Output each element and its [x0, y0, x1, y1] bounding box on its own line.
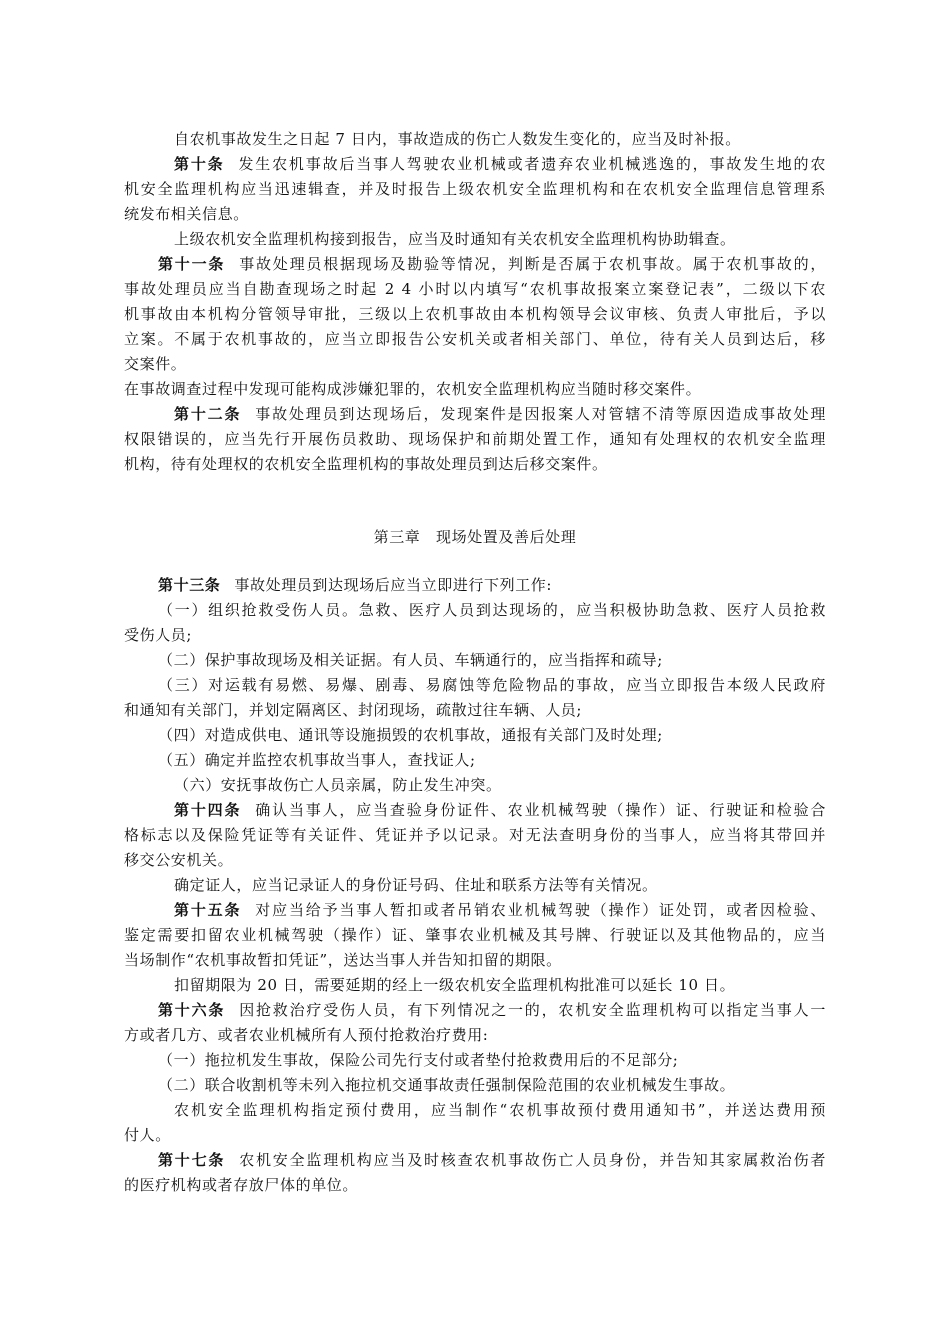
paragraph-line: 方或者几方、或者农业机械所有人预付抢救治疗费用: [124, 1026, 489, 1044]
article-number: 第十五条 [174, 901, 242, 919]
paragraph-line: 统发布相关信息。 [124, 205, 249, 223]
paragraph-line: 机构，待有处理权的农机安全监理机构的事故处理员到达后移交案件。 [124, 455, 608, 473]
list-item: （四）对造成供电、通讯等设施损毁的农机事故，通报有关部门及时处理; [158, 726, 663, 744]
paragraph-line: 在事故调查过程中发现可能构成涉嫌犯罪的，农机安全监理机构应当随时移交案件。 [124, 380, 702, 398]
article-line: 第十三条 事故处理员到达现场后应当立即进行下列工作: [158, 576, 553, 594]
article-number: 第十条 [174, 155, 225, 173]
paragraph-line: 的医疗机构或者存放尸体的单位。 [124, 1176, 359, 1194]
paragraph-line: 机事故由本机构分管领导审批，三级以上农机事故由本机构领导会议审核、负责人审批后，予以 [124, 305, 826, 323]
list-item: （六）安抚事故伤亡人员亲属，防止发生冲突。 [174, 776, 502, 794]
list-item: （一）组织抢救受伤人员。急救、医疗人员到达现场的，应当积极协助急救、医疗人员抢救 [158, 601, 826, 619]
paragraph-line: 农机安全监理机构指定预付费用，应当制作“农机事故预付费用通知书”，并送达费用预 [174, 1101, 826, 1119]
list-item: （三）对运载有易燃、易爆、剧毒、易腐蚀等危险物品的事故，应当立即报告本级人民政府 [158, 676, 826, 694]
article-line: 第十二条 事故处理员到达现场后，发现案件是因报案人对管辖不清等原因造成事故处理 [174, 405, 827, 423]
chapter-heading: 第三章 现场处置及善后处理 [373, 528, 577, 546]
list-item: （五）确定并监控农机事故当事人，查找证人; [158, 751, 476, 769]
paragraph-line: 移交公安机关。 [124, 851, 234, 869]
paragraph-line: 当场制作“农机事故暂扣凭证”，送达当事人并告知扣留的期限。 [124, 951, 562, 969]
article-line: 第十一条 事故处理员根据现场及勘验等情况，判断是否属于农机事故。属于农机事故的， [158, 255, 826, 273]
article-number: 第十六条 [158, 1001, 226, 1019]
paragraph-line: 确定证人，应当记录证人的身份证号码、住址和联系方法等有关情况。 [174, 876, 658, 894]
paragraph-line: 机安全监理机构应当迅速辑查，并及时报告上级农机安全监理机构和在农机安全监理信息管理系 [124, 180, 826, 198]
paragraph-line: 上级农机安全监理机构接到报告，应当及时通知有关农机安全监理机构协助辑查。 [174, 230, 736, 248]
article-number: 第十二条 [174, 405, 242, 423]
article-number: 第十三条 [158, 576, 221, 594]
article-line: 第十七条 农机安全监理机构应当及时核查农机事故伤亡人员身份，并告知其家属救治伤者 [158, 1151, 826, 1169]
paragraph-line: 格标志以及保险凭证等有关证件、凭证并予以记录。对无法查明身份的当事人，应当将其带回并 [124, 826, 826, 844]
paragraph-line: 权限错误的，应当先行开展伤员救助、现场保护和前期处置工作，通知有处理权的农机安全监理 [124, 430, 826, 448]
list-item: （二）联合收割机等未列入拖拉机交通事故责任强制保险范围的农业机械发生事故。 [158, 1076, 736, 1094]
list-item: （一）拖拉机发生事故，保险公司先行支付或者垫付抢救费用后的不足部分; [158, 1051, 679, 1069]
paragraph-line: 鉴定需要扣留农业机械驾驶（操作）证、肇事农业机械及其号牌、行驶证以及其他物品的，应当 [124, 926, 826, 944]
paragraph-line: 和通知有关部门，并划定隔离区、封闭现场，疏散过往车辆、人员; [124, 701, 583, 719]
paragraph-line: 交案件。 [124, 355, 187, 373]
paragraph-line: 事故处理员应当自勘查现场之时起 2 4 小时以内填写“农机事故报案立案登记表”，二级以下农 [124, 280, 826, 298]
article-line: 第十六条 因抢救治疗受伤人员，有下列情况之一的，农机安全监理机构可以指定当事人一 [158, 1001, 826, 1019]
paragraph-line: 自农机事故发生之日起 7 日内，事故造成的伤亡人数发生变化的，应当及时补报。 [174, 130, 741, 148]
paragraph-line: 扣留期限为 20 日，需要延期的经上一级农机安全监理机构批准可以延长 10 日。 [174, 976, 736, 994]
paragraph-line: 付人。 [124, 1126, 171, 1144]
paragraph-line: 立案。不属于农机事故的，应当立即报告公安机关或者相关部门、单位，待有关人员到达后，移 [124, 330, 826, 348]
article-number: 第十七条 [158, 1151, 226, 1169]
list-item: （二）保护事故现场及相关证据。有人员、车辆通行的，应当指挥和疏导; [158, 651, 663, 669]
article-line: 第十五条 对应当给予当事人暂扣或者吊销农业机械驾驶（操作）证处罚，或者因检验、 [174, 901, 827, 919]
article-line: 第十四条 确认当事人，应当查验身份证件、农业机械驾驶（操作）证、行驶证和检验合 [174, 801, 827, 819]
article-line: 第十条 发生农机事故后当事人驾驶农业机械或者遗弃农业机械逃逸的，事故发生地的农 [174, 155, 826, 173]
article-number: 第十四条 [174, 801, 242, 819]
paragraph-line: 受伤人员; [124, 626, 193, 644]
article-number: 第十一条 [158, 255, 226, 273]
